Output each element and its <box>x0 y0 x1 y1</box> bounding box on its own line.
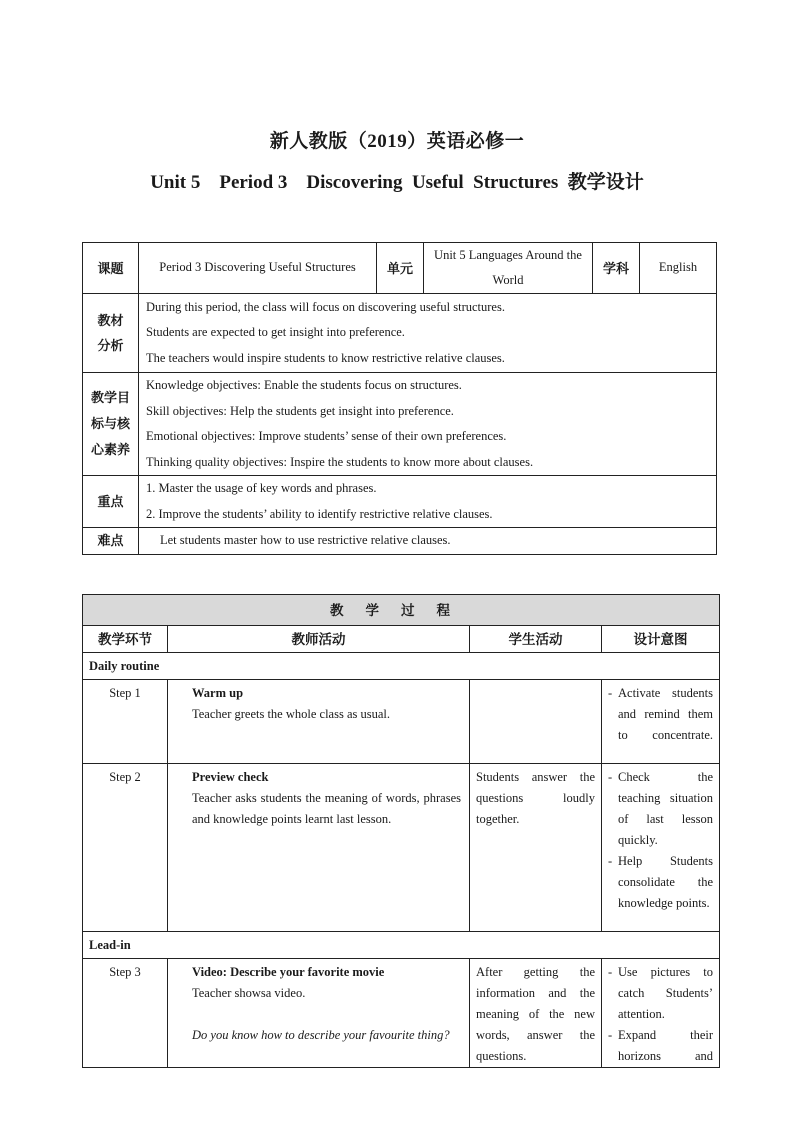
design-intent <box>602 959 720 1068</box>
design-intent <box>602 764 720 932</box>
key-points-label: 重点 <box>83 476 139 528</box>
student-activity: Students answer the questions loudly together. <box>470 764 602 932</box>
step-row-2 <box>83 764 720 932</box>
difficulty-label: 难点 <box>83 528 139 555</box>
design-intent <box>602 680 720 764</box>
step-label: Step 3 <box>83 959 168 1068</box>
info-row-topic <box>83 243 717 294</box>
key-point-line: 2. Improve the students’ ability to identify restrictive relative clauses. <box>146 506 493 521</box>
info-row-key-points <box>83 476 717 528</box>
col-header-stage: 教学环节 <box>83 626 168 653</box>
document-title: 新人教版（2019）英语必修一 <box>269 131 525 152</box>
topic-value: Period 3 Discovering Useful Structures <box>139 243 377 294</box>
student-activity <box>470 680 602 764</box>
analysis-line: The teachers would inspire students to know restrictive relative clauses. <box>146 350 505 365</box>
section-title: Daily routine <box>83 653 720 680</box>
activity-title: Video: Describe your favorite movie <box>192 965 385 979</box>
difficulty-value: Let students master how to use restrictive relative clauses. <box>139 528 717 555</box>
step-label: Step 2 <box>83 764 168 932</box>
objective-line: Thinking quality objectives: Inspire the students to know more about clauses. <box>146 454 534 469</box>
subject-value: English <box>640 243 717 294</box>
activity-text: Teacher asks students the meaning of words, phrases and knowledge points learnt last lesson. <box>192 791 461 826</box>
design-bullet: - Help Students consolidate the knowledge points. <box>608 854 713 910</box>
section-title: Lead-in <box>83 932 720 959</box>
step-row-1 <box>83 680 720 764</box>
process-column-header-row <box>83 626 720 653</box>
activity-title: Preview check <box>192 770 269 784</box>
objective-line: Knowledge objectives: Enable the students focus on structures. <box>146 378 462 392</box>
col-header-teacher: 教师活动 <box>168 626 470 653</box>
subject-label: 学科 <box>593 243 640 294</box>
objective-line: Emotional objectives: Improve students’ sense of their own preferences. <box>146 429 507 443</box>
unit-value: Unit 5 Languages Around the World <box>424 243 593 294</box>
analysis-line: Students are expected to get insight into preference. <box>146 325 405 340</box>
activity-question: Do you know how to describe your favourite thing? <box>192 1028 450 1042</box>
analysis-label: 教材分析 <box>83 294 139 373</box>
step-label: Step 1 <box>83 680 168 764</box>
teacher-activity <box>168 764 470 932</box>
process-banner: 教学过程 <box>83 595 720 626</box>
info-row-analysis <box>83 294 717 373</box>
objective-line: Skill objectives: Help the students get insight into preference. <box>146 403 454 418</box>
student-activity: After getting the information and the meaning of the new words, answer the questions. <box>470 959 602 1068</box>
teacher-activity <box>168 959 470 1068</box>
objectives-label: 教学目标与核心素养 <box>83 373 139 476</box>
lesson-info-table <box>82 242 717 555</box>
objectives-content <box>139 373 717 476</box>
unit-label: 单元 <box>377 243 424 294</box>
key-points-content <box>139 476 717 528</box>
design-bullet: - Check the teaching situation of last lesson quickly. <box>608 770 713 847</box>
info-row-difficulty <box>83 528 717 555</box>
activity-text: Teacher showsa video. <box>192 986 306 1000</box>
design-bullet: - Expand their horizons and <box>608 1028 713 1063</box>
teacher-activity <box>168 680 470 764</box>
section-row-lead-in <box>83 932 720 959</box>
section-row-daily-routine <box>83 653 720 680</box>
col-header-design: 设计意图 <box>602 626 720 653</box>
step-row-3 <box>83 959 720 1068</box>
key-point-line: 1. Master the usage of key words and phrases. <box>146 481 377 495</box>
activity-title: Warm up <box>192 686 244 700</box>
analysis-line: During this period, the class will focus on discovering useful structures. <box>146 299 505 314</box>
analysis-content <box>139 294 717 373</box>
process-banner-row <box>83 595 720 626</box>
teaching-process-table <box>82 594 720 1068</box>
activity-text: Teacher greets the whole class as usual. <box>192 707 391 721</box>
info-row-objectives <box>83 373 717 476</box>
design-bullet: - Activate students and remind them to concentrate. <box>608 686 713 742</box>
document-subtitle: Unit 5 Period 3 Discovering Useful Structures 教学设计 <box>150 172 644 193</box>
col-header-student: 学生活动 <box>470 626 602 653</box>
topic-label: 课题 <box>83 243 139 294</box>
design-bullet: - Use pictures to catch Students’ attention. <box>608 965 713 1021</box>
